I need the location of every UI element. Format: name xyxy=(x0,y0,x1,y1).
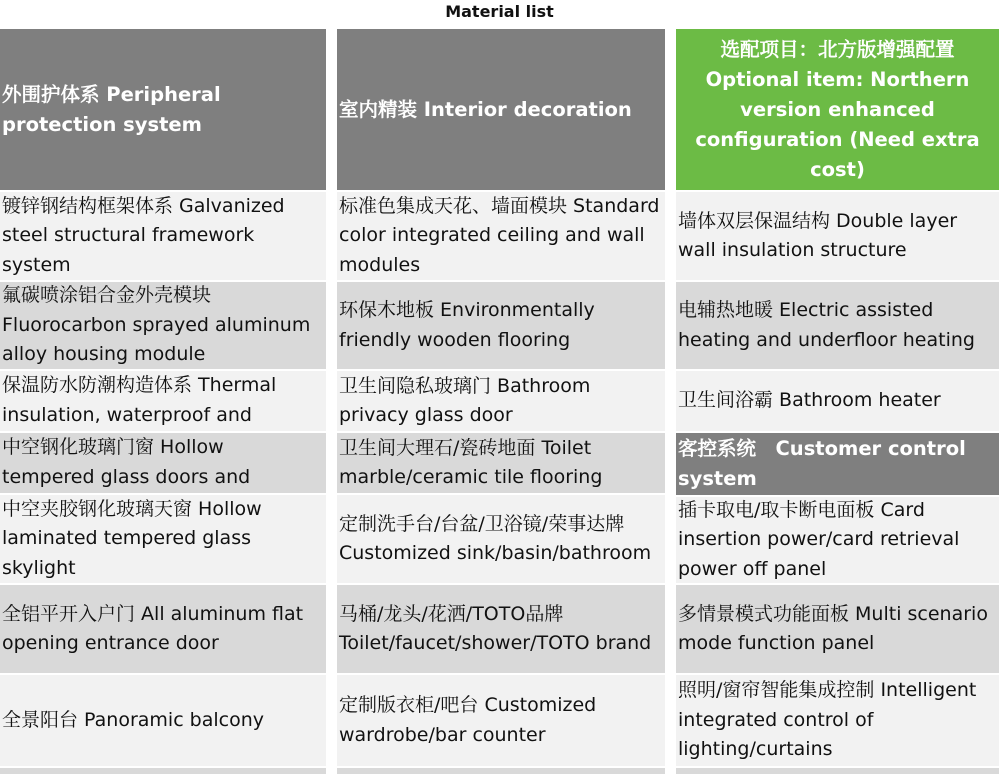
table-cell: 卫生间浴霸 Bathroom heater xyxy=(676,371,999,431)
table-cell: 中空夹胶钢化玻璃天窗 Hollow laminated tempered glass skylight xyxy=(0,495,326,583)
table-cell: 照明/窗帘智能集成控制 Intelligent integrated control of lighting/curtains xyxy=(676,675,999,766)
header-peripheral-protection: 外围护体系 Peripheral protection system xyxy=(0,29,326,190)
table-cell: 环保木地板 Environmentally friendly wooden flooring xyxy=(337,282,665,369)
table-cell: 镀锌钢结构框架体系 Galvanized steel structural framework system xyxy=(0,192,326,280)
table-cell: 中空钢化玻璃门窗 Hollow tempered glass doors and xyxy=(0,433,326,493)
table-cell: 氟碳喷涂铝合金外壳模块 Fluorocarbon sprayed aluminum alloy housing module xyxy=(0,282,326,369)
table-cell xyxy=(676,768,999,774)
table-cell: 定制洗手台/台盆/卫浴镜/荣事达牌 Customized sink/basin/bathroom xyxy=(337,495,665,583)
table-cell: 马桶/龙头/花洒/TOTO品牌 Toilet/faucet/shower/TOTO brand xyxy=(337,585,665,673)
page-title: Material list xyxy=(445,2,554,21)
table-cell: 标准色集成天花、墙面模块 Standard color integrated ceiling and wall modules xyxy=(337,192,665,280)
section-header-customer-control: 客控系统 Customer control system xyxy=(676,433,999,495)
header-interior-decoration: 室内精装 Interior decoration xyxy=(337,29,665,190)
table-cell: 多情景模式功能面板 Multi scenario mode function panel xyxy=(676,585,999,673)
table-cell xyxy=(0,768,326,774)
table-cell: 全铝平开入户门 All aluminum flat opening entrance door xyxy=(0,585,326,673)
table-cell: 墙体双层保温结构 Double layer wall insulation structure xyxy=(676,192,999,280)
table-cell xyxy=(337,768,665,774)
table-cell: 定制版衣柜/吧台 Customized wardrobe/bar counter xyxy=(337,675,665,766)
table-cell: 保温防水防潮构造体系 Thermal insulation, waterproof and xyxy=(0,371,326,431)
table-cell: 全景阳台 Panoramic balcony xyxy=(0,675,326,766)
table-cell: 卫生间隐私玻璃门 Bathroom privacy glass door xyxy=(337,371,665,431)
table-cell: 卫生间大理石/瓷砖地面 Toilet marble/ceramic tile flooring xyxy=(337,433,665,493)
table-cell: 插卡取电/取卡断电面板 Card insertion power/card retrieval power off panel xyxy=(676,497,999,583)
table-cell: 电辅热地暖 Electric assisted heating and underfloor heating xyxy=(676,282,999,369)
header-optional-items: 选配项目：北方版增强配置 Optional item: Northern version enhanced configuration (Need extra cost) xyxy=(676,29,999,190)
